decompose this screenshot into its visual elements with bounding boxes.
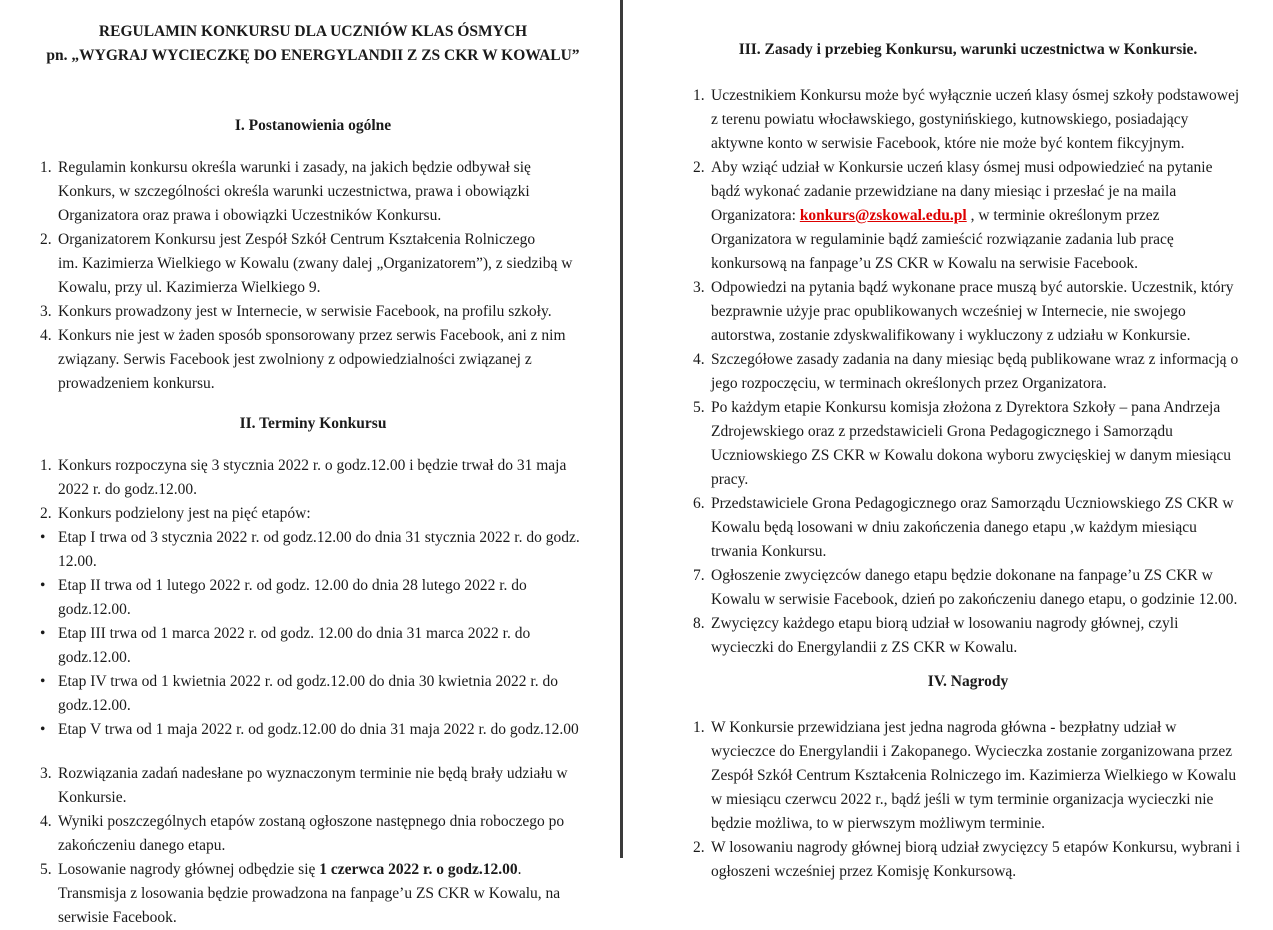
section-heading-i: I. Postanowienia ogólne xyxy=(234,117,392,134)
item-number: 1. xyxy=(40,457,52,474)
numbered-item xyxy=(693,716,1243,836)
section-heading-ii: II. Terminy Konkursu xyxy=(239,415,387,432)
item-text: Etap V trwa od 1 maja 2022 r. od godz.12.00 do dnia 31 maja 2022 r. do godz.12.00 xyxy=(58,721,579,738)
bullet-marker: • xyxy=(40,721,46,738)
numbered-item xyxy=(693,84,1243,156)
numbered-item xyxy=(40,858,586,930)
numbered-item xyxy=(40,324,586,396)
section-iv-list xyxy=(693,716,1243,884)
bullet-item xyxy=(40,574,586,622)
item-text: Konkurs rozpoczyna się 3 stycznia 2022 r. o godz.12.00 i będzie trwał do 31 maja 2022 r. do godz.12.00. xyxy=(58,457,567,498)
item-text: Szczegółowe zasady zadania na dany miesiąc będą publikowane wraz z informacją o jego rozpoczęciu, w terminach określonych przez Organizatora. xyxy=(711,351,1239,392)
item-number: 1. xyxy=(693,719,705,736)
item-text: Ogłoszenie zwycięzców danego etapu będzie dokonane na fanpage’u ZS CKR w Kowalu w serwisie Facebook, dzień po zakończeniu danego etapu, o godzinie 12.00. xyxy=(711,567,1238,608)
item-number: 8. xyxy=(693,615,705,632)
item-number: 2. xyxy=(693,159,705,176)
item-number: 4. xyxy=(693,351,705,368)
item-number: 4. xyxy=(40,813,52,830)
section-heading-iii: III. Zasady i przebieg Konkursu, warunki uczestnictwa w Konkursie. xyxy=(738,41,1198,58)
item-text: Przedstawiciele Grona Pedagogicznego oraz Samorządu Uczniowskiego ZS CKR w Kowalu będą losowani w dniu zakończenia danego etapu ,w każdym miesiącu trwania Konkursu. xyxy=(711,495,1234,560)
numbered-item xyxy=(693,492,1243,564)
item-text: Konkurs nie jest w żaden sposób sponsorowany przez serwis Facebook, ani z nim związany. Serwis Facebook jest zwolniony z odpowiedzialności związanej z prowadzeniem konkursu. xyxy=(58,327,566,392)
item-text: Etap I trwa od 3 stycznia 2022 r. od godz.12.00 do dnia 31 stycznia 2022 r. do godz. 12.00. xyxy=(58,529,580,570)
item-number: 2. xyxy=(40,231,52,248)
numbered-item xyxy=(693,396,1243,492)
item-number: 2. xyxy=(40,505,52,522)
numbered-item xyxy=(40,502,586,526)
item-text: Zwycięzcy każdego etapu biorą udział w losowaniu nagrody głównej, czyli wycieczki do Energylandii z ZS CKR w Kowalu. xyxy=(711,615,1179,656)
document-title-line-1: REGULAMIN KONKURSU DLA UCZNIÓW KLAS ÓSMYCH xyxy=(98,23,528,40)
numbered-item xyxy=(693,156,1243,276)
item-number: 7. xyxy=(693,567,705,584)
numbered-item xyxy=(40,300,586,324)
item-text: Uczestnikiem Konkursu może być wyłącznie uczeń klasy ósmej szkoły podstawowej z terenu powiatu włocławskiego, gostynińskiego, kutnowskiego, posiadający aktywne konto w serwisie Facebook, które nie może być kontem fikcyjnym. xyxy=(711,87,1240,152)
section-iii-list xyxy=(693,84,1243,660)
numbered-item xyxy=(40,228,586,300)
item-text: Etap II trwa od 1 lutego 2022 r. od godz. 12.00 do dnia 28 lutego 2022 r. do godz.12.00. xyxy=(58,577,527,618)
numbered-item xyxy=(693,348,1243,396)
numbered-item xyxy=(693,276,1243,348)
document-page-left xyxy=(0,0,620,926)
item-text: Etap IV trwa od 1 kwietnia 2022 r. od godz.12.00 do dnia 30 kwietnia 2022 r. do godz.12.00. xyxy=(58,673,558,714)
item-text: Konkurs prowadzony jest w Internecie, w serwisie Facebook, na profilu szkoły. xyxy=(58,303,552,320)
item-text: Aby wziąć udział w Konkursie uczeń klasy ósmej musi odpowiedzieć na pytanie bądź wykonać zadanie przewidziane na dany miesiąc i przesłać je na maila Organizatora: konkurs@zskowal.edu.pl , w terminie określonym przez Organizatora w regulaminie bądź zamieścić rozwiązanie zadania lub pracę konkursową na fanpage’u ZS CKR w Kowalu na serwisie Facebook. xyxy=(711,159,1213,272)
bullet-marker: • xyxy=(40,529,46,546)
item-text: Losowanie nagrody głównej odbędzie się 1 czerwca 2022 r. o godz.12.00. Transmisja z losowania będzie prowadzona na fanpage’u ZS CKR w Kowalu, na serwisie Facebook. xyxy=(58,861,561,926)
item-number: 2. xyxy=(693,839,705,856)
item-number: 5. xyxy=(693,399,705,416)
item-text: W Konkursie przewidziana jest jedna nagroda główna - bezpłatny udział w wycieczce do Energylandii i Zakopanego. Wycieczka zostanie zorganizowana przez Zespół Szkół Centrum Kształcenia Rolniczego im. Kazimierza Wielkiego w Kowalu w miesiącu czerwcu 2022 r., bądź jeśli w tym terminie organizacja wycieczki nie będzie możliwa, to w pierwszym możliwym terminie. xyxy=(711,719,1237,832)
item-text: Wyniki poszczególnych etapów zostaną ogłoszone następnego dnia roboczego po zakończeniu danego etapu. xyxy=(58,813,565,854)
item-text: Odpowiedzi na pytania bądź wykonane prace muszą być autorskie. Uczestnik, który bezprawnie użyje prac opublikowanych wcześniej w Internecie, nie swojego autorstwa, zostanie zdyskwalifikowany i wykluczony z udziału w Konkursie. xyxy=(711,279,1234,344)
section-ii-list xyxy=(40,454,586,930)
bullet-item xyxy=(40,718,586,742)
document-title xyxy=(40,20,586,68)
numbered-item xyxy=(40,762,586,810)
item-text: Regulamin konkursu określa warunki i zasady, na jakich będzie odbywał się Konkurs, w szczególności określa warunki uczestnictwa, prawa i obowiązki Organizatora oraz prawa i obowiązki Uczestników Konkursu. xyxy=(58,159,531,224)
document-page-right xyxy=(623,0,1273,880)
item-text: W losowaniu nagrody głównej biorą udział zwycięzcy 5 etapów Konkursu, wybrani i ogłoszeni wcześniej przez Komisję Konkursową. xyxy=(711,839,1241,880)
item-text: Etap III trwa od 1 marca 2022 r. od godz. 12.00 do dnia 31 marca 2022 r. do godz.12.00. xyxy=(58,625,531,666)
item-number: 3. xyxy=(40,303,52,320)
section-i-list xyxy=(40,156,586,396)
item-text: Konkurs podzielony jest na pięć etapów: xyxy=(58,505,311,522)
item-text: Rozwiązania zadań nadesłane po wyznaczonym terminie nie będą brały udziału w Konkursie. xyxy=(58,765,568,806)
item-number: 3. xyxy=(40,765,52,782)
item-number: 5. xyxy=(40,861,52,878)
item-number: 4. xyxy=(40,327,52,344)
item-number: 6. xyxy=(693,495,705,512)
numbered-item xyxy=(693,612,1243,660)
bullet-marker: • xyxy=(40,673,46,690)
numbered-item xyxy=(40,454,586,502)
numbered-item xyxy=(40,810,586,858)
bullet-item xyxy=(40,622,586,670)
item-number: 3. xyxy=(693,279,705,296)
bullet-marker: • xyxy=(40,625,46,642)
item-text: Organizatorem Konkursu jest Zespół Szkół Centrum Kształcenia Rolniczego im. Kazimierza Wielkiego w Kowalu (zwany dalej „Organizatorem”), z siedzibą w Kowalu, przy ul. Kazimierza Wielkiego 9. xyxy=(58,231,573,296)
numbered-item xyxy=(693,836,1243,884)
item-number: 1. xyxy=(693,87,705,104)
item-number: 1. xyxy=(40,159,52,176)
numbered-item xyxy=(693,564,1243,612)
document-title-line-2: pn. „WYGRAJ WYCIECZKĘ DO ENERGYLANDII Z ZS CKR W KOWALU” xyxy=(46,47,580,64)
bullet-marker: • xyxy=(40,577,46,594)
email-link[interactable]: konkurs@zskowal.edu.pl xyxy=(799,207,967,224)
section-heading-iv: IV. Nagrody xyxy=(927,673,1009,690)
numbered-item xyxy=(40,156,586,228)
item-text: Po każdym etapie Konkursu komisja złożona z Dyrektora Szkoły – pana Andrzeja Zdrojewskiego oraz z przedstawicieli Grona Pedagogicznego i Samorządu Uczniowskiego ZS CKR w Kowalu dokona wyboru zwycięskiej w danym miesiącu pracy. xyxy=(711,399,1232,488)
bullet-item xyxy=(40,526,586,574)
bullet-item xyxy=(40,670,586,718)
